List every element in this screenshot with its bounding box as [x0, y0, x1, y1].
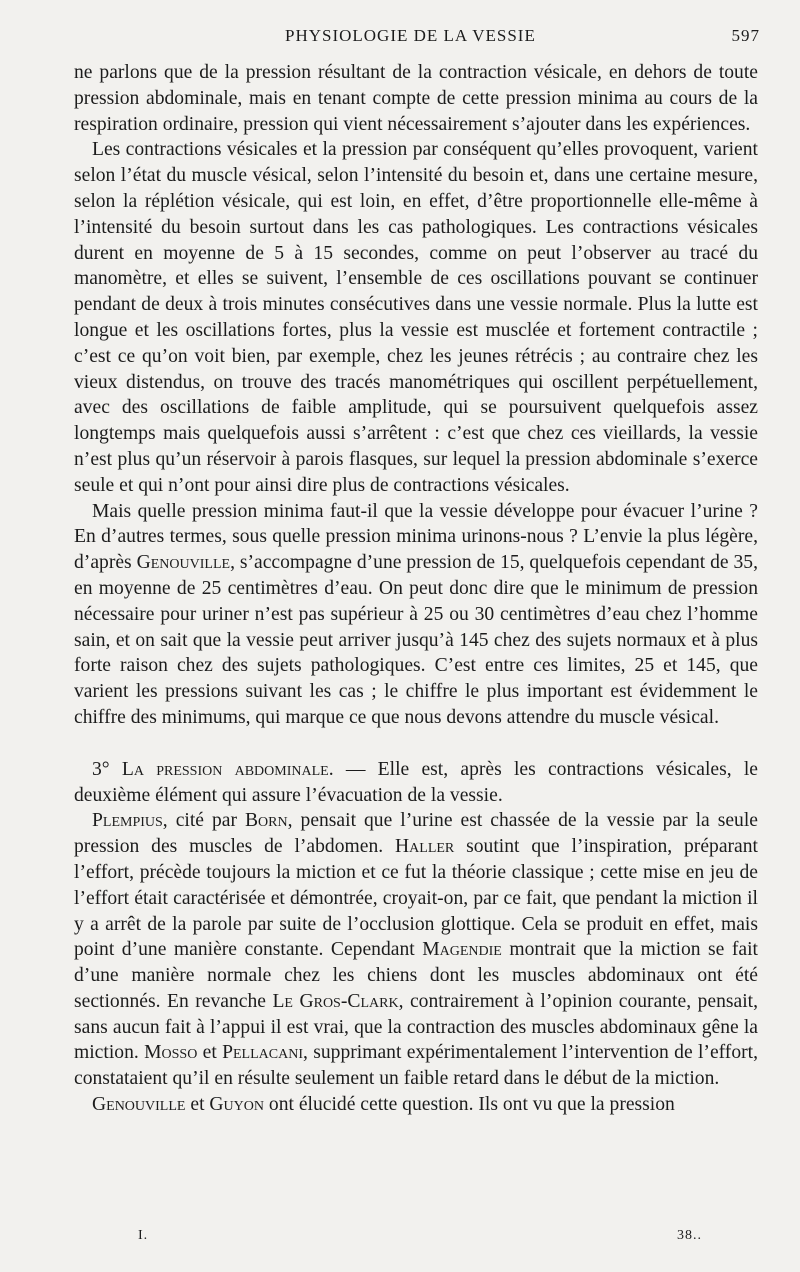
section-heading: La pression abdominale.	[121, 758, 334, 780]
signature-mark-right: 38..	[677, 1228, 702, 1243]
paragraph-continued	[74, 60, 758, 137]
text-run: Mais quelle pression minima faut-il que la vessie développe pour évacuer l’urine ? En d’autres termes, sous quelle pression minima urinons-nous ? L’envie la plus légère, d’après	[74, 500, 758, 574]
text-run: et	[197, 1042, 223, 1064]
section-number: 3°	[92, 758, 110, 780]
text-run: — Elle est, après les contractions vésicales, le deuxième élément qui assure l’évacuation de la vessie.	[74, 758, 758, 806]
page-footer	[70, 1228, 750, 1248]
text-run: , supprimant expérimentalement l’intervention de l’effort, constataient qu’il en résulte seulement un faible retard dans le début de la miction.	[74, 1042, 758, 1090]
author-name: Genouville	[136, 552, 231, 574]
author-name: Pellacani	[222, 1042, 303, 1064]
paragraph-text: ne parlons que de la pression résultant de la contraction vésicale, en dehors de toute pression abdominale, mais en tenant compte de cette pression minima au cours de la respiration ordinaire, pression qui vient nécessairement s’ajouter dans les expériences.	[74, 62, 758, 135]
paragraph-pression-minima	[74, 499, 758, 731]
author-name: Le Gros-Clark	[272, 990, 399, 1012]
text-run: , cité par	[162, 810, 245, 832]
page-number: 597	[731, 26, 760, 45]
running-title: PHYSIOLOGIE DE LA VESSIE	[285, 26, 536, 45]
running-header	[70, 26, 760, 50]
paragraph-text: Les contractions vésicales et la pression par conséquent qu’elles provoquent, varient selon l’état du muscle vésical, selon l’intensité du besoin et, dans une certaine mesure, selon la réplétion vésicale, qui est loin, en effet, d’être proportionnelle elle-même à l’intensité du besoin surtout dans les cas pathologiques. Les contractions vésicales durent en moyenne de 5 à 15 secondes, comme on peut l’observer au tracé du manomètre, et elles se suivent, l’ensemble de ces oscillations pouvant se continuer pendant de deux à trois minutes consécutives dans une vessie normale. Plus la lutte est longue et les oscillations fortes, plus la vessie est musclée et fortement contractile ; c’est ce qu’on voit bien, par exemple, chez les jeunes rétrécis ; au contraire chez les vieux distendus, on trouve des tracés manométriques qui oscillent perpétuellement, avec des oscillations de faible amplitude, qui se poursuivent quelquefois assez longtemps mais quelquefois aussi s’arrêtent : c’est que chez ces vieillards, la vessie n’est plus qu’un réservoir à parois flasques, sur lequel la pression abdominale s’exerce seule et qui n’ont pour ainsi dire plus de contractions vésicales.	[74, 139, 758, 496]
text-run: soutint que l’inspiration, préparant l’effort, précède toujours la miction et ce fut la théorie classique ; cette mise en jeu de l’effort était caractérisée et démontrée, croyait-on, par ce fait, que pendant la miction il y a arrêt de la parole par suite de l’occlusion glottique. Cela se produit en effet, mais point d’une manière constante. Cependant	[74, 836, 758, 961]
text-run: montrait que la miction se fait d’une manière normale chez les chiens dont les muscles abdominaux ont été sectionnés. En revanche	[74, 939, 758, 1012]
paragraph-genouville-guyon	[74, 1092, 758, 1118]
author-name: Genouville	[92, 1094, 186, 1116]
paragraph-history	[74, 808, 758, 1092]
author-name: Haller	[395, 836, 455, 858]
text-run: ont élucidé cette question. Ils ont vu que la pression	[264, 1094, 675, 1116]
text-run: et	[185, 1094, 210, 1116]
text-run: , pensait que l’urine est chassée de la vessie par la seule pression des muscles de l’abdomen.	[74, 810, 758, 858]
author-name: Guyon	[209, 1094, 264, 1116]
author-name: Magendie	[422, 939, 502, 961]
section-heading-paragraph	[74, 757, 758, 809]
author-name: Plempius	[92, 810, 163, 832]
text-run: , contrairement à l’opinion courante, pensait, sans aucun fait à l’appui il est vrai, que la contraction des muscles abdominaux gêne la miction.	[74, 990, 758, 1064]
author-name: Mosso	[144, 1042, 198, 1064]
paragraph-contractions	[74, 137, 758, 498]
body-text	[74, 60, 758, 1118]
signature-mark-left: I.	[138, 1228, 149, 1243]
text-run: , s’accompagne d’une pression de 15, quelquefois cependant de 35, en moyenne de 25 centimètres d’eau. On peut donc dire que le minimum de pression nécessaire pour uriner n’est pas supérieur à 25 ou 30 centimètres d’eau chez l’homme sain, et on sait que la vessie peut arriver jusqu’à 145 chez des sujets normaux et à plus forte raison chez des sujets pathologiques. C’est entre ces limites, 25 et 145, que varient les pressions suivant les cas ; le chiffre le plus important est évidemment le chiffre des minimums, qui marque ce que nous devons attendre du muscle vésical.	[74, 552, 758, 728]
author-name: Born	[244, 810, 288, 832]
